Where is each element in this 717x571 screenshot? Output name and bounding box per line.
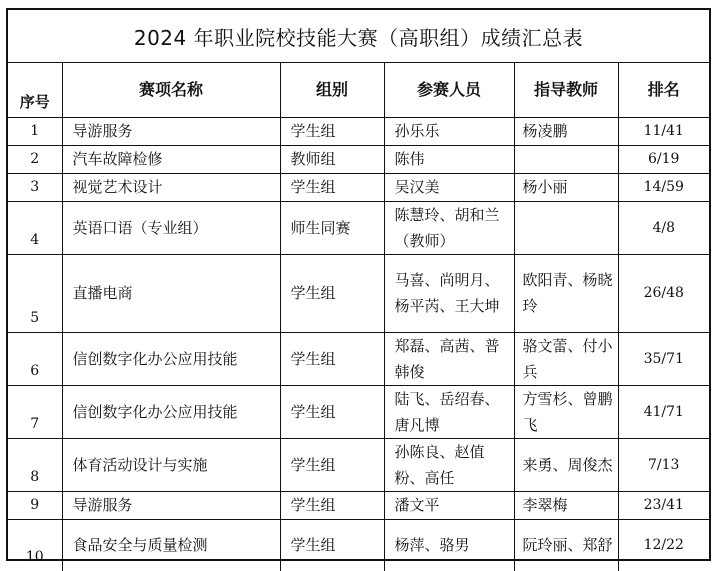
cell-event: 英语口语（专业组） — [62, 201, 280, 254]
cell-rank: 41/71 — [618, 385, 709, 438]
cell-group: 学生组 — [280, 519, 384, 571]
cell-members — [384, 491, 514, 519]
table-row — [8, 519, 709, 571]
cell-coach — [514, 254, 618, 332]
cell-coach — [514, 145, 618, 173]
members-text: 陆飞、岳绍春、唐凡博 — [394, 389, 500, 434]
cell-coach — [514, 438, 618, 491]
results-table — [8, 63, 709, 571]
header-seq: 序号 — [8, 63, 62, 117]
cell-coach — [514, 385, 618, 438]
cell-coach — [514, 332, 618, 385]
members-text: 陈伟 — [394, 150, 425, 168]
members-text: 杨萍、骆男 — [394, 536, 470, 555]
cell-rank: 12/22 — [618, 519, 709, 571]
cell-group: 学生组 — [280, 173, 384, 201]
cell-event: 导游服务 — [62, 117, 280, 145]
cell-rank: 23/41 — [618, 491, 709, 519]
table-row — [8, 145, 709, 173]
table-row — [8, 385, 709, 438]
coach-text: 杨凌鹏 — [522, 122, 568, 140]
cell-group: 学生组 — [280, 254, 384, 332]
cell-seq: 3 — [8, 173, 62, 201]
cell-rank: 26/48 — [618, 254, 709, 332]
cell-seq: 7 — [8, 385, 62, 438]
cell-members — [384, 145, 514, 173]
table-row — [8, 173, 709, 201]
members-text: 潘文平 — [394, 496, 440, 514]
table-row — [8, 332, 709, 385]
cell-members — [384, 173, 514, 201]
cell-members — [384, 117, 514, 145]
cell-event: 体育活动设计与实施 — [62, 438, 280, 491]
cell-rank: 6/19 — [618, 145, 709, 173]
cell-group: 学生组 — [280, 491, 384, 519]
members-text: 吴汉美 — [394, 178, 440, 196]
cell-event: 视觉艺术设计 — [62, 173, 280, 201]
header-event: 赛项名称 — [62, 63, 280, 117]
coach-text: 李翠梅 — [522, 496, 568, 514]
table-row — [8, 438, 709, 491]
cell-members — [384, 438, 514, 491]
cell-rank: 7/13 — [618, 438, 709, 491]
cell-seq: 10 — [8, 519, 62, 571]
document-title: 2024 年职业院校技能大赛（高职组）成绩汇总表 — [8, 10, 709, 63]
table-row — [8, 117, 709, 145]
coach-text: 阮玲丽、郑舒 — [522, 536, 613, 555]
header-row — [8, 63, 709, 117]
cell-coach — [514, 117, 618, 145]
results-sheet — [6, 8, 711, 565]
cell-rank: 4/8 — [618, 201, 709, 254]
cell-seq: 8 — [8, 438, 62, 491]
cell-seq: 4 — [8, 201, 62, 254]
cell-seq: 1 — [8, 117, 62, 145]
cell-coach — [514, 201, 618, 254]
header-rank: 排名 — [618, 63, 709, 117]
header-coach: 指导教师 — [514, 63, 618, 117]
cell-seq: 6 — [8, 332, 62, 385]
coach-text: 骆文蕾、付小兵 — [522, 336, 613, 381]
cell-coach — [514, 173, 618, 201]
members-text: 陈慧玲、胡和兰（教师） — [394, 205, 500, 250]
cell-group: 学生组 — [280, 332, 384, 385]
cell-members — [384, 201, 514, 254]
table-row — [8, 254, 709, 332]
cell-rank: 14/59 — [618, 173, 709, 201]
cell-rank: 11/41 — [618, 117, 709, 145]
cell-group: 学生组 — [280, 438, 384, 491]
cell-rank: 35/71 — [618, 332, 709, 385]
cell-members — [384, 332, 514, 385]
cell-group: 学生组 — [280, 385, 384, 438]
table-row — [8, 201, 709, 254]
members-text: 孙陈良、赵值粉、高任 — [394, 442, 485, 487]
coach-text: 杨小丽 — [522, 178, 568, 196]
coach-text: 方雪杉、曾鹏飞 — [522, 389, 613, 434]
cell-event: 导游服务 — [62, 491, 280, 519]
members-text: 孙乐乐 — [394, 122, 440, 140]
cell-group: 师生同赛 — [280, 201, 384, 254]
cell-event: 汽车故障检修 — [62, 145, 280, 173]
cell-members — [384, 254, 514, 332]
members-text: 郑磊、高茜、普韩俊 — [394, 336, 500, 381]
cell-coach — [514, 491, 618, 519]
table-row — [8, 491, 709, 519]
cell-seq: 5 — [8, 254, 62, 332]
cell-seq: 2 — [8, 145, 62, 173]
coach-text: 欧阳青、杨晓玲 — [522, 271, 613, 315]
cell-members — [384, 519, 514, 571]
header-group: 组别 — [280, 63, 384, 117]
cell-members — [384, 385, 514, 438]
cell-event: 食品安全与质量检测 — [62, 519, 280, 571]
header-members: 参赛人员 — [384, 63, 514, 117]
cell-event: 直播电商 — [62, 254, 280, 332]
cell-event: 信创数字化办公应用技能 — [62, 385, 280, 438]
cell-group: 教师组 — [280, 145, 384, 173]
cell-group: 学生组 — [280, 117, 384, 145]
cell-seq: 9 — [8, 491, 62, 519]
members-text: 马喜、尚明月、杨平芮、王大坤 — [394, 271, 500, 315]
coach-text: 来勇、周俊杰 — [522, 455, 613, 474]
cell-event: 信创数字化办公应用技能 — [62, 332, 280, 385]
cell-coach — [514, 519, 618, 571]
